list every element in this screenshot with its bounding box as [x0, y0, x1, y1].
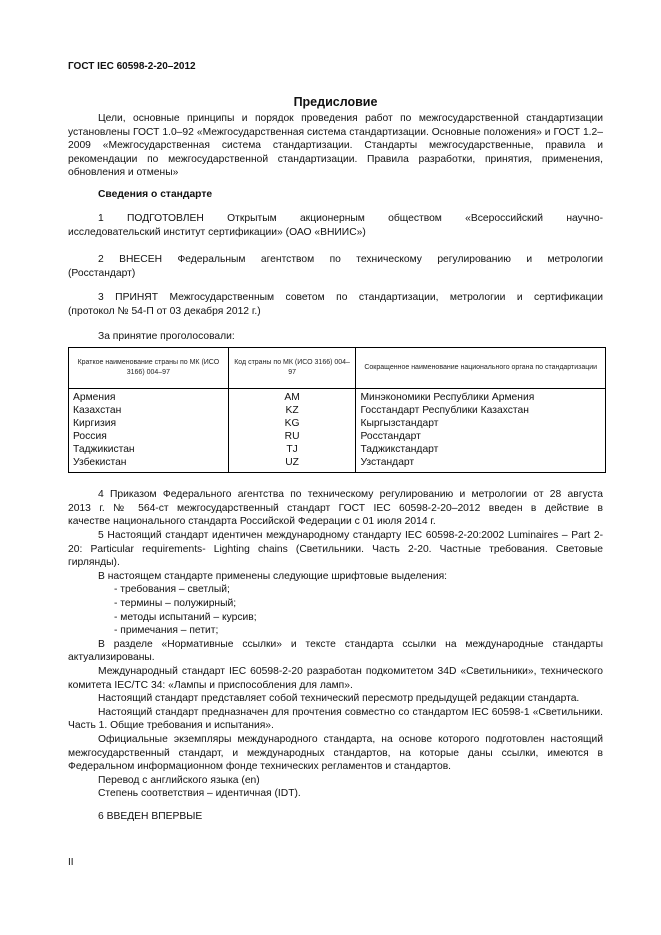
conformity-line: Степень соответствия – идентичная (IDT).	[98, 788, 301, 800]
cell-country: Россия	[69, 430, 229, 443]
item-2-line-1: 2 ВНЕСЕН Федеральным агентством по техническому регулированию и метрологии	[98, 254, 603, 265]
table-header-row	[69, 348, 606, 389]
cell-country: Киргизия	[69, 417, 229, 430]
info-heading	[68, 188, 603, 202]
cell-country: Таджикистан	[69, 443, 229, 456]
intro-paragraph	[68, 112, 603, 180]
item-2-line-2: (Росстандарт)	[68, 267, 136, 279]
table-row	[69, 417, 606, 430]
cell-code: TJ	[228, 443, 356, 456]
cell-code: RU	[228, 430, 356, 443]
item-1-line-1: 1 ПОДГОТОВЛЕН Открытым акционерным обществом «Всероссийский научно-	[98, 213, 603, 224]
item-1	[68, 212, 603, 239]
table-row	[69, 443, 606, 456]
item-6-text: 6 ВВЕДЕН ВПЕРВЫЕ	[98, 811, 203, 822]
item-4	[68, 488, 603, 529]
list-item: - методы испытаний – курсив;	[114, 611, 257, 623]
table-row	[69, 404, 606, 417]
cell-country: Казахстан	[69, 404, 229, 417]
item-5: 5 Настоящий стандарт идентичен международному стандарту IEC 60598-2-20:2002 Luminaires – Part 2-20: Particular requirements- Lighting chains (Светильники. Часть 2-20. Частные требования. Световые гирлянды).	[68, 530, 603, 569]
page-number: II	[68, 857, 74, 868]
item-2	[68, 253, 603, 280]
list-item: - примечания – петит;	[114, 625, 219, 637]
translation-line: Перевод с английского языка (en)	[98, 774, 260, 786]
info-heading-text: Сведения о стандарте	[98, 189, 213, 200]
cell-country: Армения	[69, 389, 229, 405]
item-4-line-3: качестве национального стандарта Российской Федерации с 01 июля 2014 г.	[68, 516, 436, 528]
item-3	[68, 291, 603, 318]
item-3-line-1: 3 ПРИНЯТ Межгосударственным советом по стандартизации, метрологии и сертификации	[98, 292, 603, 303]
table-row	[69, 389, 606, 405]
cell-org: Кыргызстандарт	[356, 417, 606, 430]
intro-text: Цели, основные принципы и порядок проведения работ по межгосударственной стандартизации установлены ГОСТ 1.0–92 «Межгосударственная система стандартизации. Основные положения» и ГОСТ 1.2–2009 «Межгосударственная система стандартизации. Стандарты межгосударственные, правила и рекомендации по межгосударственной стандартизации. Правила разработки, принятия, применения, обновления и отмены»	[68, 113, 603, 179]
cell-org: Минэкономики Республики Армения	[356, 389, 606, 405]
page-title: Предисловие	[293, 95, 378, 109]
cell-org: Росстандарт	[356, 430, 606, 443]
cell-code: AM	[228, 389, 356, 405]
header-code: Код страны по МК (ИСО 3166) 004–97	[228, 348, 356, 389]
voted-label	[68, 330, 603, 344]
list-item: - требования – светлый;	[114, 584, 230, 596]
table-row	[69, 456, 606, 473]
cell-org: Узстандарт	[356, 456, 606, 473]
item-6	[68, 810, 603, 824]
header-org: Сокращенное наименование национального органа по стандартизации	[356, 348, 606, 389]
cell-org: Госстандарт Республики Казахстан	[356, 404, 606, 417]
cell-country: Узбекистан	[69, 456, 229, 473]
table-row	[69, 430, 606, 443]
item-4-line-2: 2013 г. № 564-ст межгосударственный стандарт ГОСТ IEC 60598-2-20–2012 введен в действие в	[68, 502, 603, 514]
cell-code: KG	[228, 417, 356, 430]
item-3-line-2: (протокол № 54-П от 03 декабря 2012 г.)	[68, 305, 261, 317]
fonts-intro: В настоящем стандарте применены следующие шрифтовые выделения:	[98, 570, 448, 582]
body-section	[68, 529, 603, 801]
para-dev: Международный стандарт IEC 60598-2-20 разработан подкомитетом 34D «Светильники», технического комитета IEC/TC 34: «Лампы и приспособления для ламп».	[68, 665, 603, 691]
cell-code: UZ	[228, 456, 356, 473]
item-4-line-1: 4 Приказом Федерального агентства по техническому регулированию и метрологии от 28 августа	[98, 489, 603, 500]
item-1-line-2: исследовательский институт сертификации» (ОАО «ВНИИС»)	[68, 226, 366, 238]
para-joint: Настоящий стандарт предназначен для прочтения совместно со стандартом IEC 60598-1 «Светильники. Часть 1. Общие требования и испытания».	[68, 706, 603, 732]
cell-org: Таджикстандарт	[356, 443, 606, 456]
para-official: Официальные экземпляры международного стандарта, на основе которого подготовлен настоящий межгосударственный стандарт, и международных стандартов, на которые даны ссылки, имеются в Федеральном информационном фонде технических регламентов и стандартов.	[68, 733, 603, 773]
header-country: Краткое наименование страны по МК (ИСО 3166) 004–97	[69, 348, 229, 389]
voted-text: За принятие проголосовали:	[98, 331, 235, 342]
cell-code: KZ	[228, 404, 356, 417]
para-refs: В разделе «Нормативные ссылки» и тексте стандарта ссылки на международные стандарты актуализированы.	[68, 638, 603, 664]
voting-table	[68, 347, 606, 473]
fonts-list	[68, 583, 603, 637]
page-header: ГОСТ IEC 60598-2-20–2012	[68, 61, 196, 72]
para-revision: Настоящий стандарт представляет собой технический пересмотр предыдущей редакции стандарта.	[98, 693, 580, 705]
list-item: - термины – полужирный;	[114, 597, 237, 609]
